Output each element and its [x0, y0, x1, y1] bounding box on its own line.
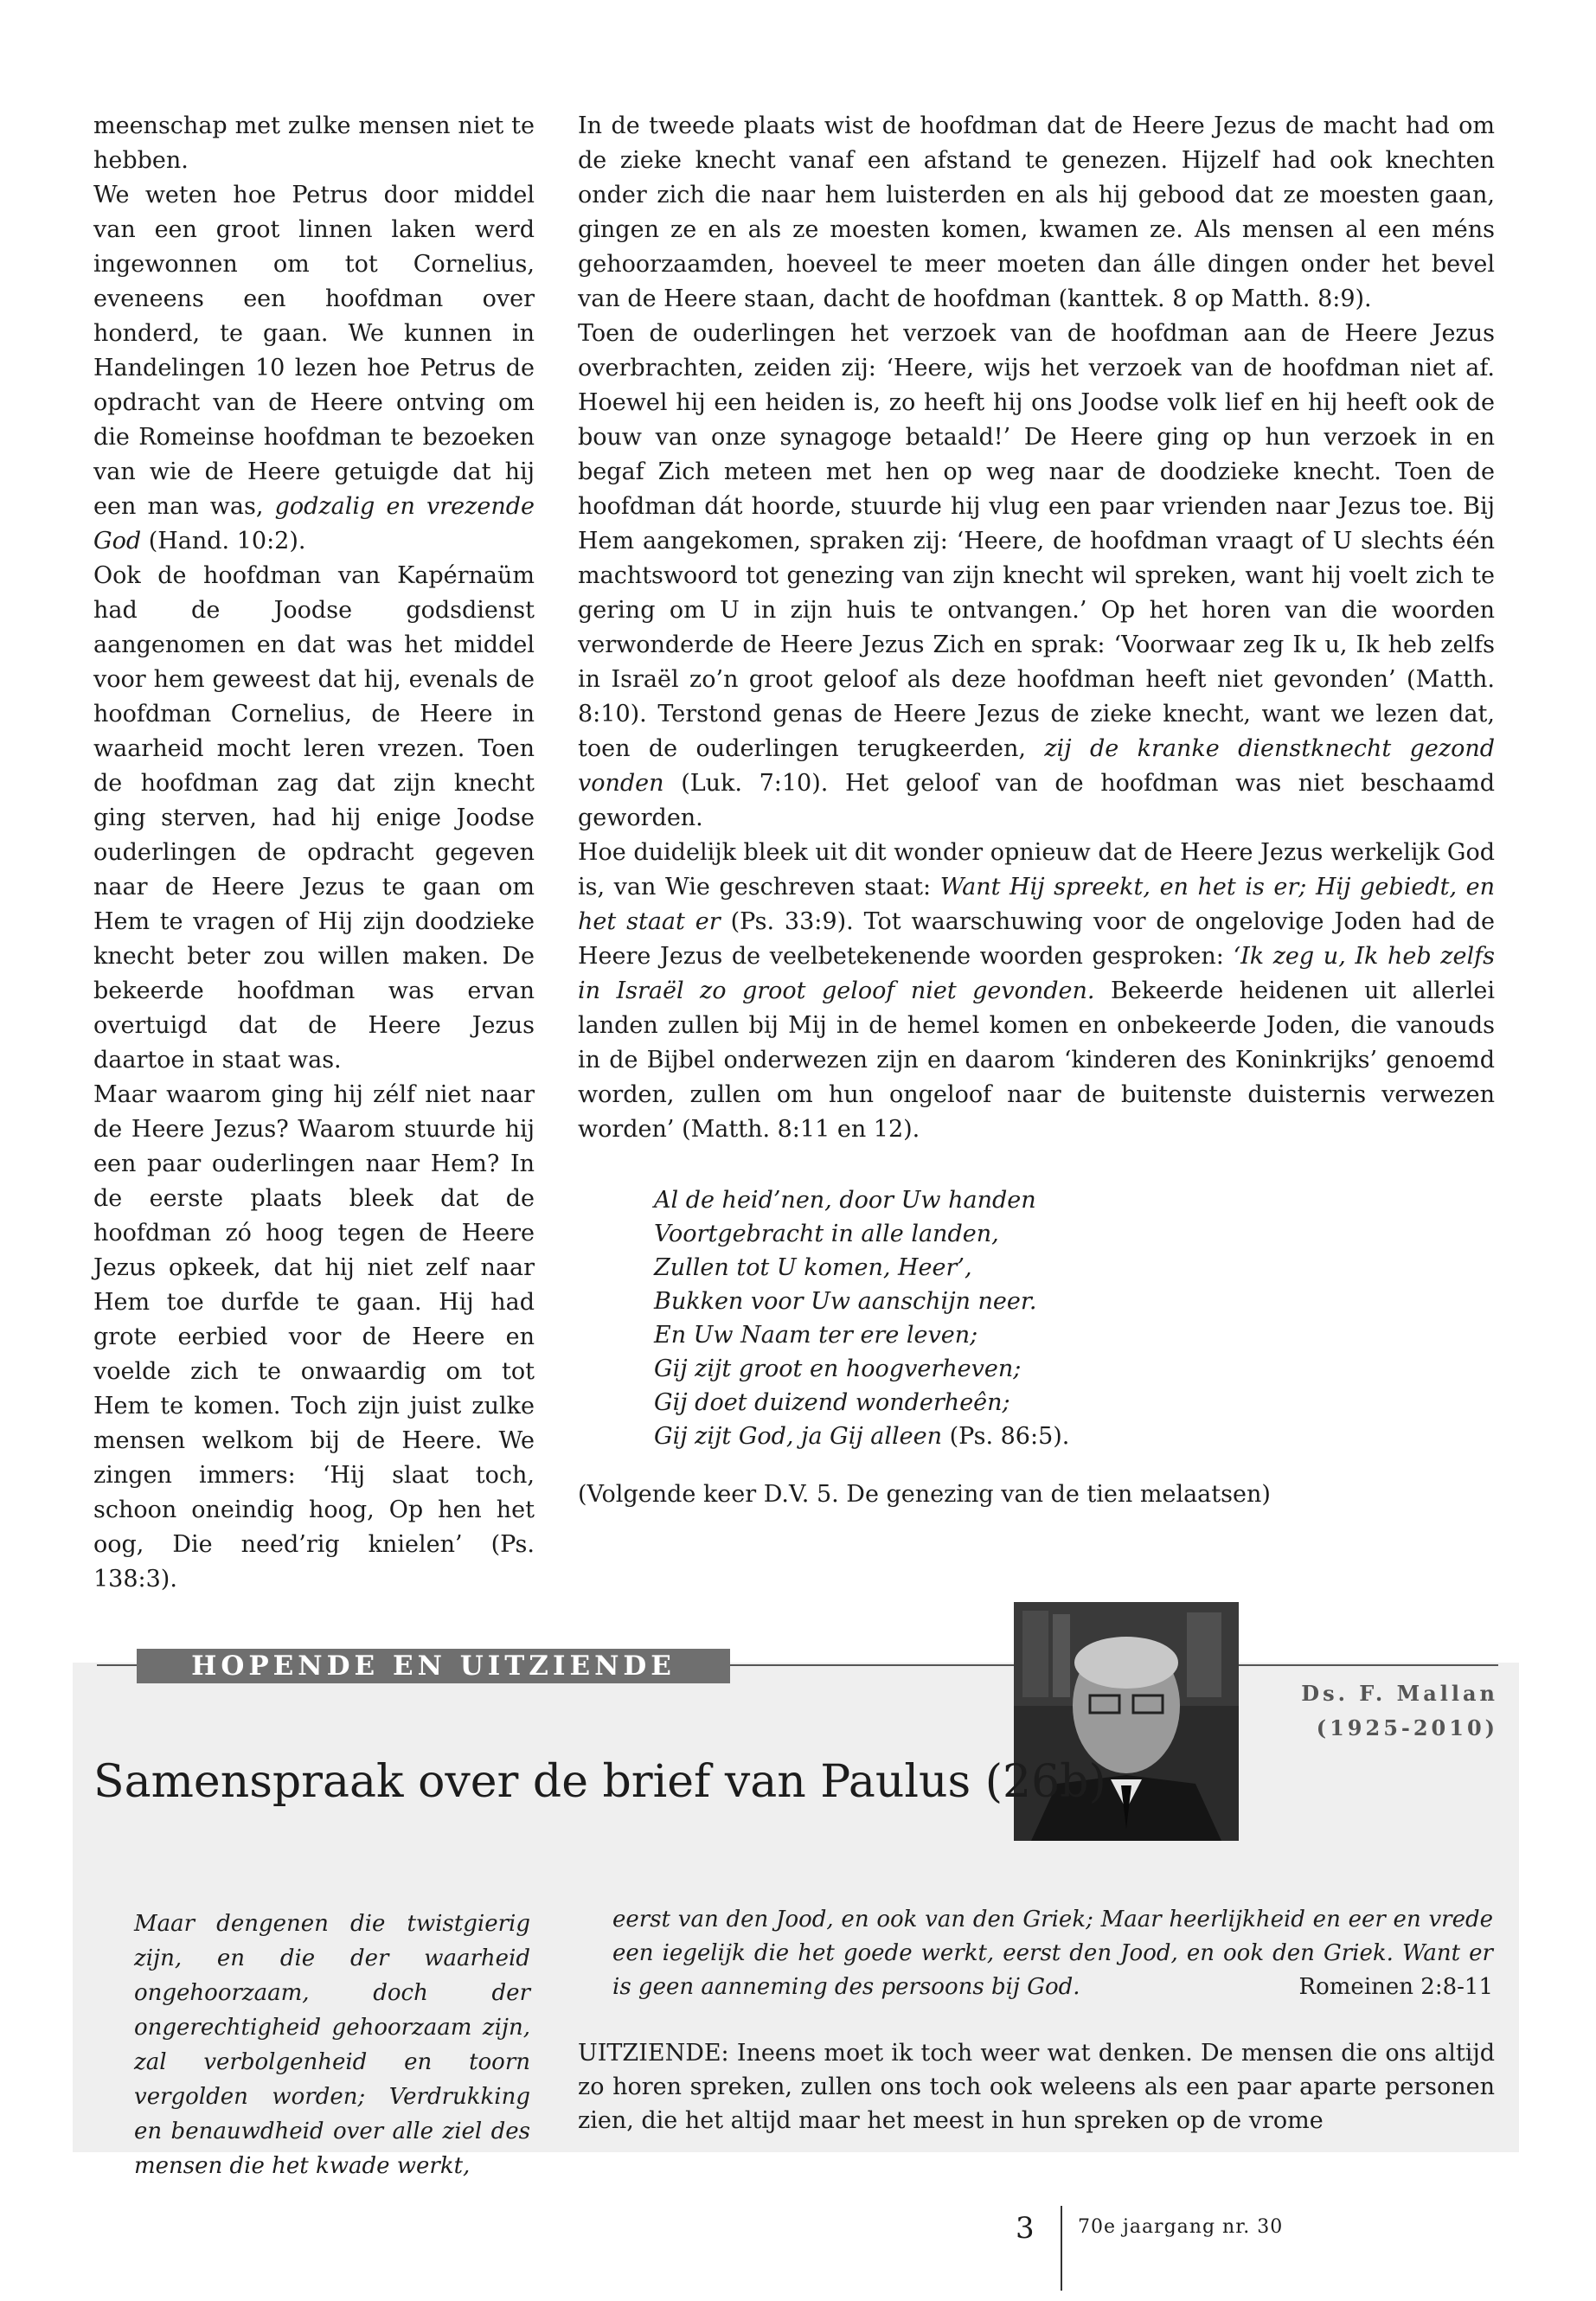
- italic-quote: godzalig en vrezende God: [93, 493, 535, 554]
- bible-quote-left: Maar dengenen die twistgierig zijn, en die der waarheid ongehoorzaam, doch der ongerechtigheid gehoorzaam zijn, zal verbolgenheid en toorn vergolden worden; Verdrukking en benauwdheid over alle ziel des mensen die het kwade werkt,: [134, 1911, 530, 2179]
- next-episode-note: (Volgende keer D.V. 5. De genezing van de tien melaatsen): [578, 1481, 1271, 1508]
- verse-line: Gij zijt God, ja Gij alleen (Ps. 86:5).: [654, 1423, 1070, 1450]
- psalm-verse: [654, 1183, 1495, 1453]
- section-banner: HOPENDE EN UITZIENDE: [137, 1649, 730, 1683]
- italic-quote: ‘Ik zeg u, Ik heb zelfs in Israël zo groot geloof niet gevonden.: [578, 943, 1495, 1004]
- right-column: [578, 109, 1495, 1512]
- verse-line: Voortgebracht in alle landen,: [654, 1221, 999, 1247]
- italic-quote: Want Hij spreekt, en het is er; Hij gebiedt, en het staat er: [578, 874, 1495, 935]
- page-number: 3: [1016, 2211, 1035, 2246]
- verse-line: Gij doet duizend wonderheên;: [654, 1389, 1010, 1416]
- paragraph: Maar waarom ging hij zélf niet naar de Heere Jezus? Waarom stuurde hij een paar ouderlingen naar Hem? In de eerste plaats bleek dat de hoofdman zó hoog tegen de Heere Jezus opkeek, dat hij niet zelf naar Hem toe durfde te gaan. Hij had grote eerbied voor de Heere en voelde zich te onwaardig om tot Hem te komen. Toch zijn juist zulke mensen welkom bij de Heere. We zingen immers: ‘Hij slaat toch, schoon oneindig hoog, Op hen het oog, Die need’rig knielen’ (Ps. 138:3).: [93, 1081, 535, 1593]
- author-name: Ds. F. Mallan: [1301, 1681, 1498, 1706]
- left-column: [93, 109, 535, 1597]
- bible-reference: Romeinen 2:8-11: [1298, 1974, 1493, 2000]
- verse-line: Gij zijt groot en hoogverheven;: [654, 1356, 1022, 1382]
- paragraph: In de tweede plaats wist de hoofdman dat de Heere Jezus de macht had om de zieke knecht vanaf een afstand te genezen. Hijzelf had ook knechten onder zich die naar hem luisterden en als hij gebood dat ze moesten gaan, gingen ze en als ze moesten komen, kwamen ze. Als mensen al een méns gehoorzaamden, hoeveel te meer moeten dan álle dingen onder het bevel van de Heere staan, dacht de hoofdman (kanttek. 8 op Matth. 8:9).: [578, 112, 1495, 312]
- paragraph: Hoe duidelijk bleek uit dit wonder opnieuw dat de Heere Jezus werkelijk God is, van Wie geschreven staat: Want Hij spreekt, en het is er; Hij gebiedt, en het staat er (Ps. 33:9). Tot waarschuwing voor de ongelovige Joden had de Heere Jezus de veelbetekenende woorden gesproken: ‘Ik zeg u, Ik heb zelfs in Israël zo groot geloof niet gevonden. Bekeerde heidenen uit allerlei landen zullen bij Mij in de hemel komen en onbekeerde Joden, die vanouds in de Bijbel onderwezen zijn en daarom ‘kinderen des Koninkrijks’ genoemd worden, zullen om hun ongeloof naar de buitenste duisternis verwezen worden’ (Matth. 8:11 en 12).: [578, 839, 1496, 1143]
- bible-quote-right: eerst van den Jood, en ook van den Griek; Maar heerlijkheid en eer en vrede een iegelijk die het goede werkt, eerst den Jood, en ook den Griek. Want er is geen aanneming des persoons bij God. Romeinen 2:8-11: [612, 1903, 1493, 2004]
- verse-line: Bukken voor Uw aanschijn neer.: [654, 1288, 1037, 1315]
- footer-divider: [1061, 2206, 1062, 2291]
- article-title: Samenspraak over de brief van Paulus (26b): [93, 1756, 1106, 1808]
- dialogue-paragraph: UITZIENDE: Ineens moet ik toch weer wat denken. De mensen die ons altijd zo horen spreken, zullen ons toch ook weleens als een paar aparte personen zien, die het altijd maar het meest in hun spreken op de vrome: [578, 2040, 1495, 2134]
- verse-line: Al de heid’nen, door Uw handen: [654, 1187, 1036, 1214]
- italic-quote: zij de kranke dienstknecht gezond vonden: [578, 735, 1495, 797]
- paragraph: meenschap met zulke mensen niet te hebben.: [93, 112, 535, 174]
- verse-line: En Uw Naam ter ere leven;: [654, 1322, 978, 1349]
- verse-reference: (Ps. 86:5).: [949, 1423, 1070, 1450]
- paragraph: We weten hoe Petrus door middel van een groot linnen laken werd ingewonnen om tot Cornelius, eveneens een hoofdman over honderd, te gaan. We kunnen in Handelingen 10 lezen hoe Petrus de opdracht van de Heere ontving om die Romeinse hoofdman te bezoeken van wie de Heere getuigde dat hij een man was, godzalig en vrezende God (Hand. 10:2).: [93, 182, 535, 554]
- author-credit: [1301, 1676, 1498, 1746]
- author-years: (1925-2010): [1316, 1715, 1498, 1740]
- paragraph: Ook de hoofdman van Kapérnaüm had de Joodse godsdienst aangenomen en dat was het middel voor hem geweest dat hij, evenals de hoofdman Cornelius, de Heere in waarheid mocht leren vrezen. Toen de hoofdman zag dat zijn knecht ging sterven, had hij enige Joodse ouderlingen de opdracht gegeven naar de Heere Jezus te gaan om Hem te vragen of Hij zijn doodzieke knecht beter zou willen maken. De bekeerde hoofdman was ervan overtuigd dat de Heere Jezus daartoe in staat was.: [93, 562, 535, 1074]
- verse-line: Zullen tot U komen, Heer’,: [654, 1254, 972, 1281]
- paragraph: Toen de ouderlingen het verzoek van de hoofdman aan de Heere Jezus overbrachten, zeiden zij: ‘Heere, wijs het verzoek van de hoofdman niet af. Hoewel hij een heiden is, zo heeft hij ons Joodse volk lief en hij heeft ook de bouw van onze synagoge betaald!’ De Heere ging op hun verzoek in en begaf Zich meteen met hen op weg naar de doodzieke knecht. Toen de hoofdman dát hoorde, stuurde hij vlug een paar vrienden naar Jezus toe. Bij Hem aangekomen, spraken zij: ‘Heere, de hoofdman vraagt of U slechts één machtswoord tot genezing van zijn knecht wil spreken, want hij voelt zich te gering om U in zijn huis te ontvangen.’ Op het horen van die woorden verwonderde de Heere Jezus Zich en sprak: ‘Voorwaar zeg Ik u, Ik heb zelfs in Israël zo’n groot geloof als deze hoofdman heeft niet gevonden’ (Matth. 8:10). Terstond genas de Heere Jezus de zieke knecht, want we lezen dat, toen de ouderlingen terugkeerden, zij de kranke dienstknecht gezond vonden (Luk. 7:10). Het geloof van de hoofdman was niet beschaamd geworden.: [578, 320, 1495, 831]
- journal-issue: 70e jaargang nr. 30: [1078, 2216, 1284, 2238]
